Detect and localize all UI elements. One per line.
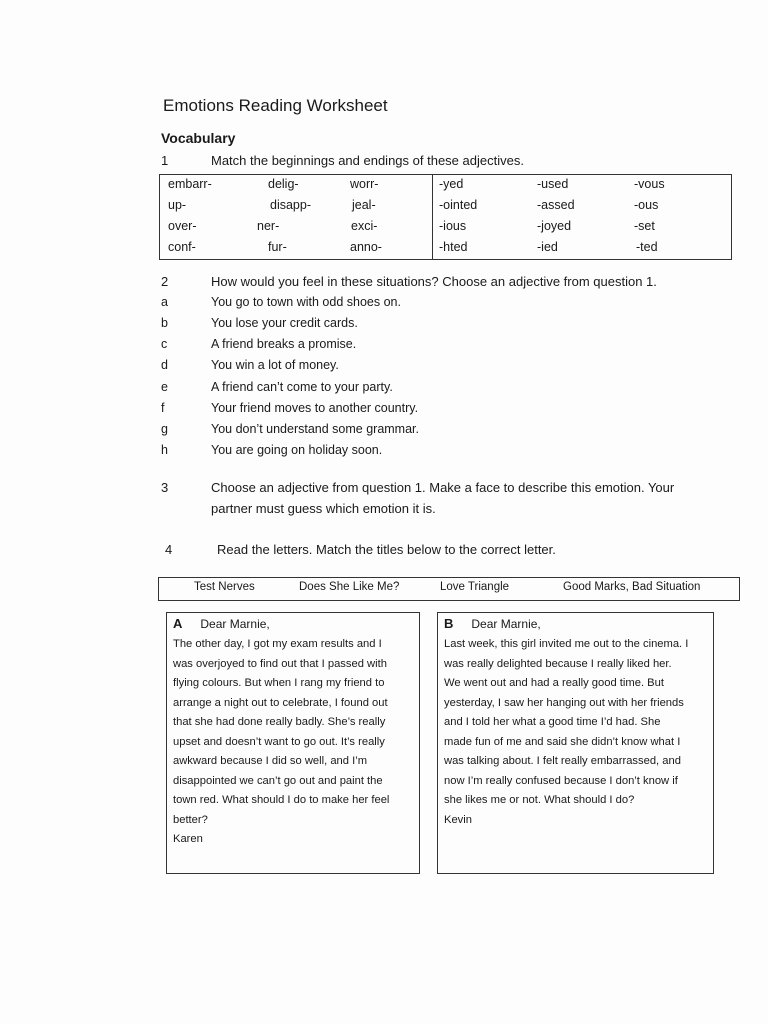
- situation-item: You don’t understand some grammar.: [211, 422, 419, 436]
- q2-number: 2: [161, 274, 169, 289]
- word-beginning: ner-: [257, 219, 280, 233]
- situation-item: A friend can’t come to your party.: [211, 380, 393, 394]
- q2-text: How would you feel in these situations? Choose an adjective from question 1.: [211, 274, 657, 289]
- letter-line: yesterday, I saw her hanging out with her friends: [444, 696, 684, 709]
- letter-header: [444, 616, 541, 631]
- letter-line: was talking about. I felt really embarrassed, and: [444, 755, 681, 767]
- letter-greeting: Dear Marnie,: [471, 617, 541, 631]
- word-beginning: exci-: [351, 219, 378, 233]
- letter-line: was really delighted because I really liked her.: [444, 657, 672, 670]
- word-ending: -hted: [439, 240, 468, 254]
- letter-signature: Kevin: [444, 813, 472, 826]
- word-beginning: jeal-: [352, 198, 376, 212]
- word-beginning: anno-: [350, 240, 382, 254]
- letter-line: arrange a night out to celebrate, I found out: [173, 696, 388, 709]
- word-beginning: over-: [168, 219, 197, 233]
- situation-item: Your friend moves to another country.: [211, 401, 419, 415]
- word-beginning: embarr-: [168, 177, 212, 191]
- situation-item: A friend breaks a promise.: [211, 337, 357, 351]
- situation-item: You win a lot of money.: [211, 358, 339, 372]
- word-ending: -used: [537, 177, 569, 191]
- item-label: g: [161, 422, 168, 436]
- item-label: b: [161, 316, 168, 330]
- word-ending: -ous: [634, 198, 659, 212]
- letter-b: [437, 612, 714, 874]
- letter-body: [173, 635, 413, 850]
- item-label: c: [161, 337, 168, 351]
- letter-line: town red. What should I do to make her feel: [173, 794, 390, 806]
- page-title: Emotions Reading Worksheet: [163, 96, 388, 115]
- letter-line: We went out and had a really good time. But: [444, 677, 664, 689]
- q3-number: 3: [161, 480, 169, 495]
- letter-line: made fun of me and said she didn’t know what I: [444, 735, 681, 748]
- letter-line: and I told her what a good time I’d had. She: [444, 716, 661, 728]
- letter-title: Does She Like Me?: [299, 581, 400, 593]
- table-divider: [432, 175, 433, 259]
- letter-title: Love Triangle: [440, 581, 510, 593]
- letter-line: upset and doesn’t want to go out. It’s really: [173, 735, 385, 748]
- letter-title: Good Marks, Bad Situation: [563, 581, 701, 593]
- word-ending: -yed: [439, 177, 464, 191]
- letter-line: that she had done really badly. She’s really: [173, 716, 386, 728]
- letter-line: The other day, I got my exam results and I: [173, 638, 382, 650]
- word-parts-table: [159, 174, 732, 260]
- item-label: e: [161, 380, 168, 394]
- letter-line: awkward because I did so well, and I’m: [173, 755, 368, 767]
- letter-title: Test Nerves: [194, 581, 255, 593]
- word-ending: -ied: [537, 240, 558, 254]
- q1-text: Match the beginnings and endings of these adjectives.: [211, 153, 524, 168]
- word-ending: -vous: [634, 177, 665, 191]
- q1-number: 1: [161, 153, 169, 168]
- letter-signature: Karen: [173, 833, 203, 845]
- word-beginning: conf-: [168, 240, 196, 254]
- word-ending: -joyed: [537, 219, 572, 233]
- word-ending: -ious: [439, 219, 467, 233]
- letter-line: Last week, this girl invited me out to the cinema. I: [444, 638, 689, 650]
- word-ending: -ted: [636, 240, 658, 254]
- situation-item: You are going on holiday soon.: [211, 443, 383, 457]
- letter-header: [173, 616, 270, 631]
- q4-text: Read the letters. Match the titles below to the correct letter.: [217, 542, 556, 557]
- item-label: h: [161, 443, 168, 457]
- letter-body: [444, 635, 707, 830]
- situation-item: You lose your credit cards.: [211, 316, 358, 330]
- word-beginning: disapp-: [270, 198, 311, 212]
- word-beginning: delig-: [268, 177, 299, 191]
- letter-a: [166, 612, 420, 874]
- letter-line: disappointed we can’t go out and paint the: [173, 774, 383, 787]
- letter-line: was overjoyed to find out that I passed with: [173, 657, 387, 670]
- item-label: f: [161, 401, 165, 415]
- letter-label: A: [173, 616, 183, 631]
- letter-line: better?: [173, 813, 208, 826]
- item-label: a: [161, 295, 168, 309]
- section-heading: Vocabulary: [161, 130, 236, 146]
- q4-number: 4: [165, 542, 173, 557]
- situation-item: You go to town with odd shoes on.: [211, 295, 401, 309]
- word-ending: -set: [634, 219, 655, 233]
- word-beginning: up-: [168, 198, 187, 212]
- word-beginning: worr-: [350, 177, 379, 191]
- letter-label: B: [444, 616, 454, 631]
- letter-line: she likes me or not. What should I do?: [444, 794, 635, 806]
- word-ending: -ointed: [439, 198, 478, 212]
- letter-line: now I’m really confused because I don’t know if: [444, 774, 678, 787]
- q3-text-line1: Choose an adjective from question 1. Make a face to describe this emotion. Your: [211, 480, 675, 495]
- letter-line: flying colours. But when I rang my friend to: [173, 677, 385, 689]
- titles-box: [158, 577, 740, 601]
- word-ending: -assed: [537, 198, 575, 212]
- item-label: d: [161, 358, 168, 372]
- letter-greeting: Dear Marnie,: [200, 617, 270, 631]
- word-beginning: fur-: [268, 240, 287, 254]
- q3-text-line2: partner must guess which emotion it is.: [211, 501, 436, 516]
